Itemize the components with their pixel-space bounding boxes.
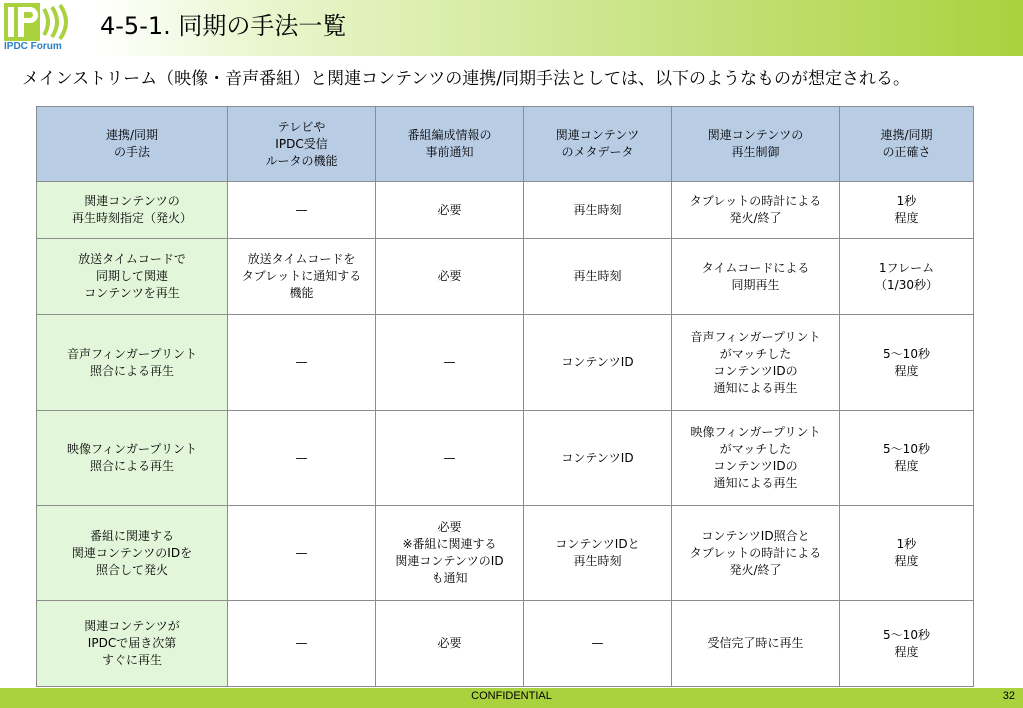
table-cell: 再生時刻	[524, 182, 672, 239]
table-cell: 必要 ※番組に関連する 関連コンテンツのID も通知	[376, 506, 524, 601]
table-cell: コンテンツID照合と タブレットの時計による 発火/終了	[672, 506, 840, 601]
table-cell: —	[524, 601, 672, 687]
row-method-cell: 関連コンテンツが IPDCで届き次第 すぐに再生	[37, 601, 228, 687]
table-cell: —	[376, 315, 524, 411]
table-cell: 必要	[376, 182, 524, 239]
table-cell: 必要	[376, 239, 524, 315]
table-cell: コンテンツIDと 再生時刻	[524, 506, 672, 601]
table-cell: 5〜10秒 程度	[840, 315, 974, 411]
table-row	[37, 239, 974, 315]
header-cell-metadata: 関連コンテンツ のメタデータ	[524, 107, 672, 182]
table-row	[37, 182, 974, 239]
sync-method-table	[36, 106, 974, 687]
table-cell: —	[228, 506, 376, 601]
table-cell: 1秒 程度	[840, 182, 974, 239]
page-subtitle: メインストリーム（映像・音声番組）と関連コンテンツの連携/同期手法としては、以下のようなものが想定される。	[22, 69, 911, 89]
table-cell: 1フレーム （1/30秒）	[840, 239, 974, 315]
table-cell: コンテンツID	[524, 315, 672, 411]
table-cell: コンテンツID	[524, 411, 672, 506]
table-row	[37, 411, 974, 506]
confidential-label: CONFIDENTIAL	[471, 690, 552, 702]
row-method-cell: 番組に関連する 関連コンテンツのIDを 照合して発火	[37, 506, 228, 601]
ipdc-forum-logo	[0, 0, 86, 56]
row-method-cell: 映像フィンガープリント 照合による再生	[37, 411, 228, 506]
table-cell: —	[228, 315, 376, 411]
table-cell: 映像フィンガープリント がマッチした コンテンツIDの 通知による再生	[672, 411, 840, 506]
table-row	[37, 315, 974, 411]
table-cell: 再生時刻	[524, 239, 672, 315]
row-method-cell: 音声フィンガープリント 照合による再生	[37, 315, 228, 411]
header-cell-receiver-function: テレビや IPDC受信 ルータの機能	[228, 107, 376, 182]
header-cell-schedule-notice: 番組編成情報の 事前通知	[376, 107, 524, 182]
table-cell: —	[376, 411, 524, 506]
header-band	[0, 0, 1023, 56]
table-row	[37, 506, 974, 601]
logo-text: IPDC Forum	[4, 41, 62, 52]
table-cell: —	[228, 182, 376, 239]
footer-band	[0, 688, 1023, 708]
table-cell: 受信完了時に再生	[672, 601, 840, 687]
table-cell: —	[228, 411, 376, 506]
table-cell: —	[228, 601, 376, 687]
table-cell: 放送タイムコードを タブレットに通知する 機能	[228, 239, 376, 315]
table-cell: タイムコードによる 同期再生	[672, 239, 840, 315]
table-cell: 必要	[376, 601, 524, 687]
row-method-cell: 放送タイムコードで 同期して関連 コンテンツを再生	[37, 239, 228, 315]
ipdc-logo-icon	[4, 3, 76, 41]
table-cell: 5〜10秒 程度	[840, 411, 974, 506]
table-cell: 音声フィンガープリント がマッチした コンテンツIDの 通知による再生	[672, 315, 840, 411]
table-cell: タブレットの時計による 発火/終了	[672, 182, 840, 239]
row-method-cell: 関連コンテンツの 再生時刻指定（発火）	[37, 182, 228, 239]
table-cell: 1秒 程度	[840, 506, 974, 601]
header-cell-method: 連携/同期 の手法	[37, 107, 228, 182]
page-title: 4-5-1. 同期の手法一覧	[100, 12, 347, 40]
table-cell: 5〜10秒 程度	[840, 601, 974, 687]
table-header-row	[37, 107, 974, 182]
table-row	[37, 601, 974, 687]
page-number: 32	[1002, 690, 1015, 702]
header-cell-playback-control: 関連コンテンツの 再生制御	[672, 107, 840, 182]
header-cell-accuracy: 連携/同期 の正確さ	[840, 107, 974, 182]
